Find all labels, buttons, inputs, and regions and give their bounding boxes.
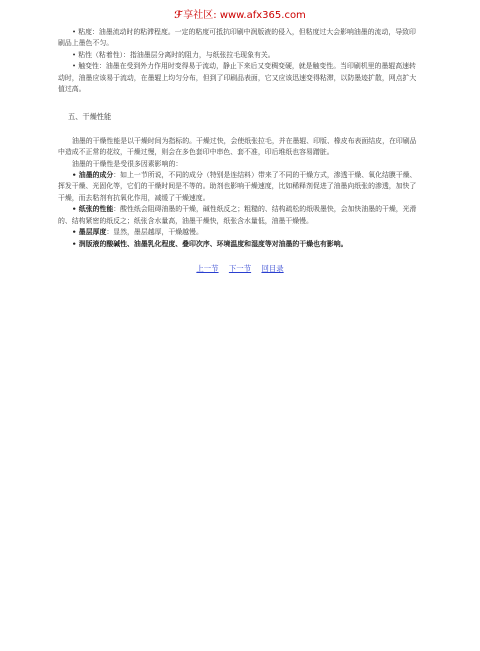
paper-title: • 纸张的性能 — [72, 205, 114, 214]
prev-section-link[interactable]: 上一节 — [196, 264, 219, 273]
viscosity-paragraph — [58, 27, 422, 50]
site-url: 享社区: www.afx365.com — [183, 10, 306, 21]
thickness-text: ：显然，墨层越厚，干燥越慢。 — [106, 228, 203, 237]
thixotropy-text: ：油墨在受到外力作用时变得易于流动，静止下来后又变稠变硬，就是触变性。当印刷机里的墨辊高速转动时，油墨应该易于流动，在墨辊上均匀分布，但到了印刷品表面，它又应该迅速变得粘滞，以防墨迹扩散，网点扩大值过高。 — [58, 62, 417, 94]
fountain-paragraph: • 润版液的酸碱性、油墨乳化程度、叠印次序、环境温度和湿度等对油墨的干燥也有影响。 — [72, 239, 348, 248]
tack-title: • 粘性（粘着性） — [72, 50, 124, 59]
thickness-paragraph — [58, 227, 422, 238]
viscosity-text: ：油墨流动时的粘滞程度。一定的粘度可抵抗印刷中润版液的侵入，但粘度过大会影响油墨的流动，导致印刷品上墨色不匀。 — [58, 28, 416, 48]
page-navigation — [0, 263, 480, 275]
site-logo-icon: ℱ — [174, 10, 183, 21]
thickness-title: • 墨层厚度 — [72, 228, 107, 237]
site-header — [0, 8, 480, 24]
next-section-link[interactable]: 下一节 — [228, 264, 252, 273]
section-heading: 五、干燥性能 — [68, 112, 112, 122]
thixotropy-paragraph — [58, 61, 422, 95]
drying-intro-paragraph: 油墨的干燥性能是以干燥时间为指标的。干燥过快，会使纸张拉毛，并在墨辊、印版、橡皮布表面结皮，在印刷品中造成不正常的花纹，干燥过慢，则会在多色套印中串色、套不准，印后堆纸也容易蹭脏。 — [58, 136, 417, 157]
paper-paragraph — [58, 204, 422, 227]
composition-text: ：如上一节所说，不同的成分（特别是连结料）带来了不同的干燥方式，渗透干燥、氧化结膜干燥、挥发干燥、光固化等，它们的干燥时间是不等的。助剂也影响干燥速度，比如稀释剂促进了油墨向纸张的渗透，加快了干燥，而去粘剂有抗氧化作用，减缓了干燥速度。 — [58, 171, 417, 202]
tack-text: ：指油墨层分离时的阻力，与纸张拉毛现象有关。 — [123, 50, 275, 59]
table-of-contents-link[interactable]: 回目录 — [261, 264, 284, 273]
drying-factors-intro: 油墨的干燥性是受很多因素影响的： — [72, 159, 183, 168]
thixotropy-title: • 触变性 — [72, 62, 99, 71]
composition-title: • 油墨的成分 — [72, 171, 114, 180]
article-body — [58, 27, 422, 250]
tack-paragraph — [58, 50, 422, 61]
composition-paragraph — [58, 170, 422, 204]
viscosity-title: • 粘度 — [72, 28, 93, 36]
paper-text: ：酸性纸会阻碍油墨的干燥，碱性纸反之；粗糙的、结构疏松的纸吸墨快，会加快油墨的干燥，光滑的、结构紧密的纸反之；纸张含水量高，油墨干燥快，纸张含水量低，油墨干燥慢。 — [58, 205, 417, 225]
